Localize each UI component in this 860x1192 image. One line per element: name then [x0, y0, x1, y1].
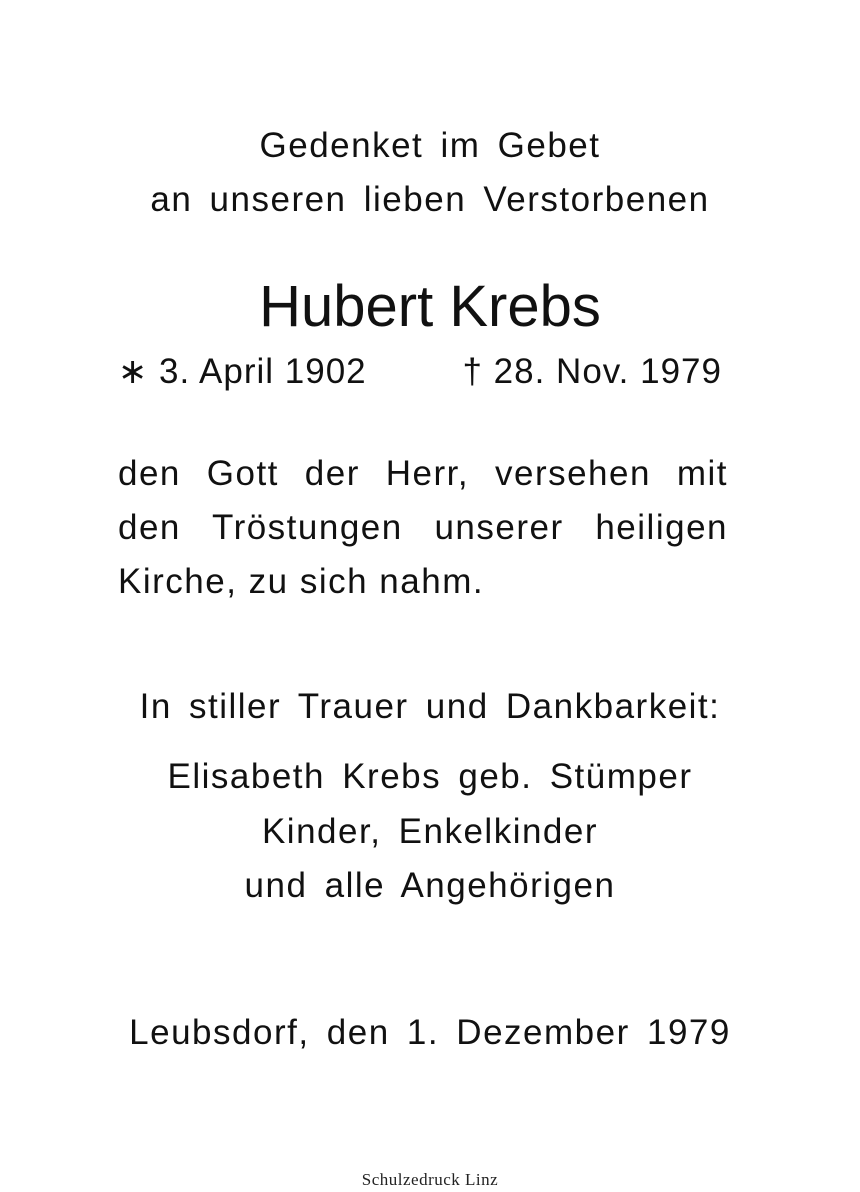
birth-date: ∗ 3. April 1902: [118, 352, 367, 391]
mourning-heading: In stiller Trauer und Dankbarkeit:: [139, 687, 721, 726]
body-line-2: den Tröstungen unserer heiligen: [118, 508, 728, 547]
life-dates: [0, 352, 860, 402]
death-date: † 28. Nov. 1979: [462, 352, 722, 391]
printer-imprint: Schulzedruck Linz: [361, 1170, 499, 1189]
mourner-line-2: Kinder, Enkelkinder: [261, 812, 599, 851]
deceased-name: Hubert Krebs: [259, 274, 601, 339]
mourner-line-3: und alle Angehörigen: [244, 866, 616, 905]
body-line-3: Kirche, zu sich nahm.: [118, 562, 485, 601]
body-line-1: den Gott der Herr, versehen mit: [118, 454, 728, 493]
place-date: Leubsdorf, den 1. Dezember 1979: [129, 1013, 731, 1052]
intro-line-1: Gedenket im Gebet: [259, 126, 601, 165]
mourner-line-1: Elisabeth Krebs geb. Stümper: [167, 757, 693, 796]
intro-line-2: an unseren lieben Verstorbenen: [150, 180, 710, 219]
